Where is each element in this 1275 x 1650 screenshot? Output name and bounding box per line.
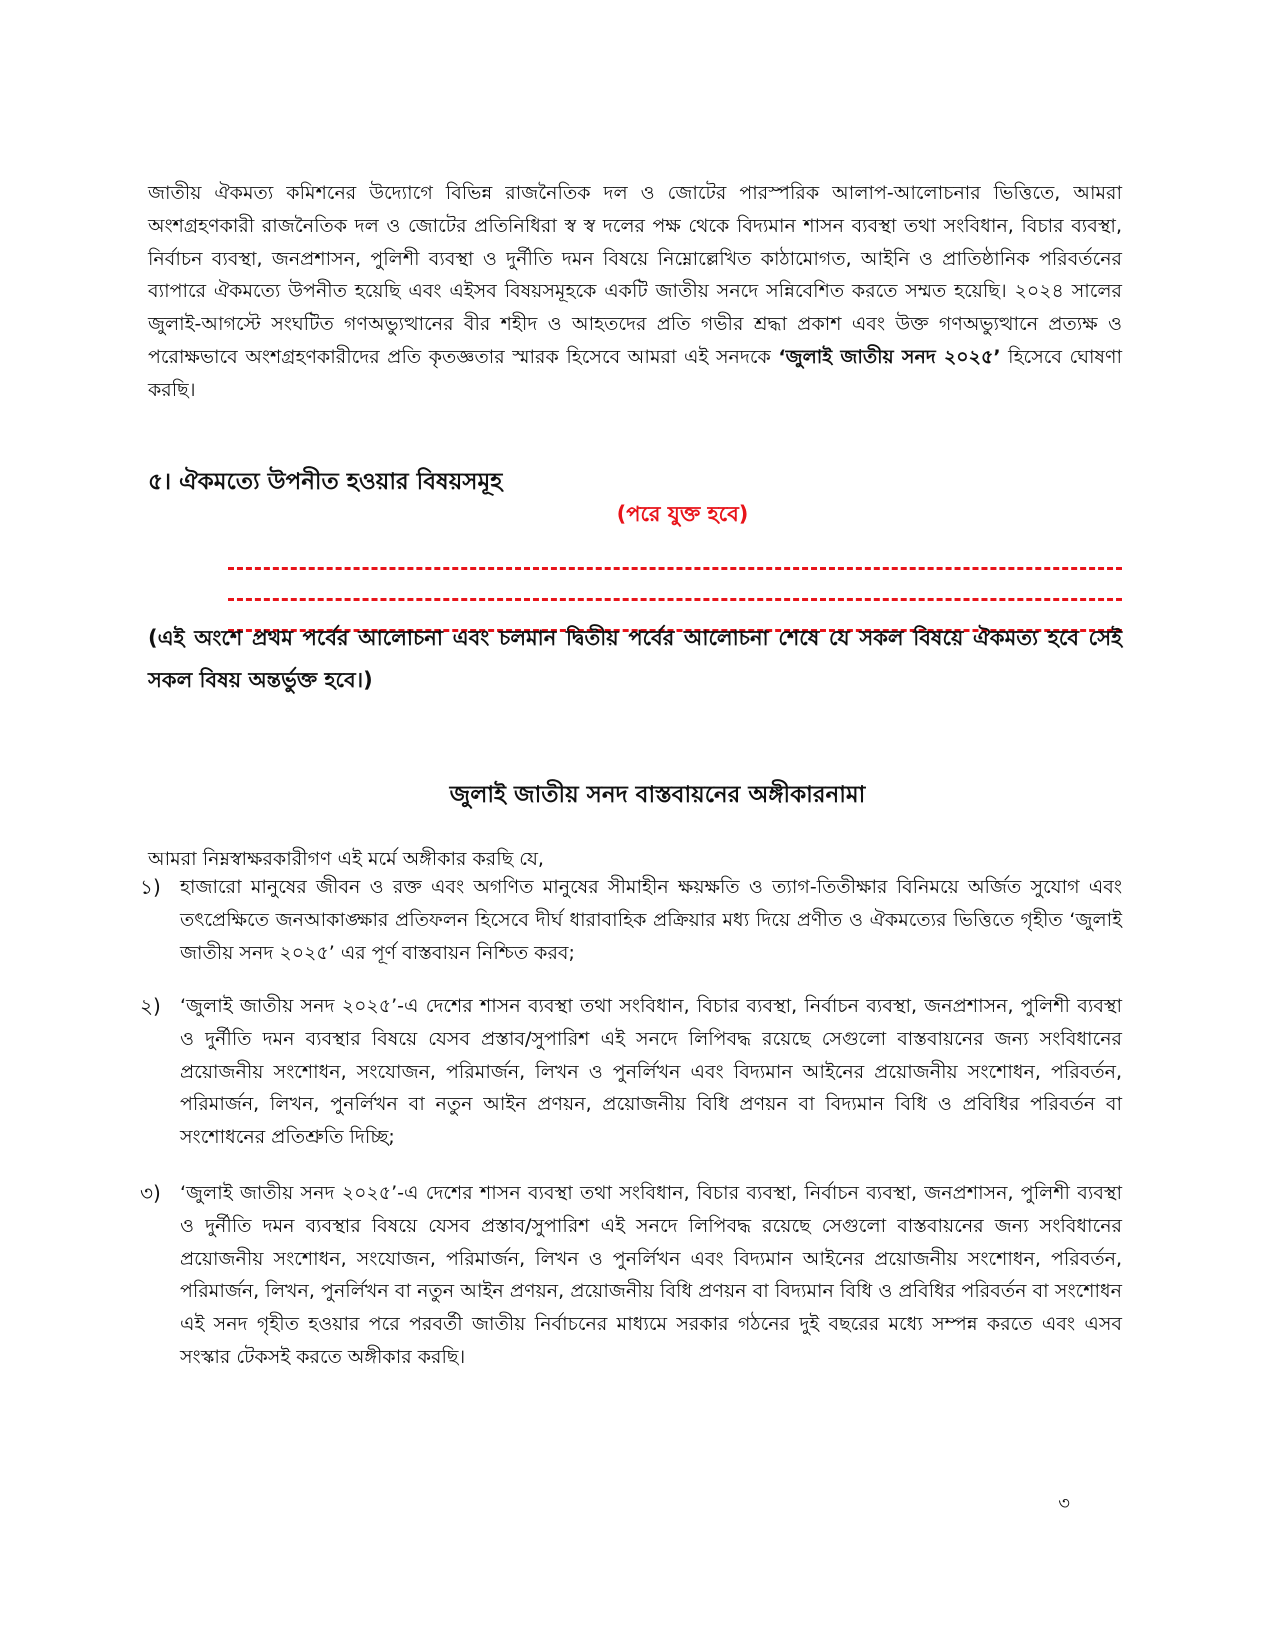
dashed-line: [228, 540, 1122, 570]
pledge-item-number: ২): [140, 994, 161, 1018]
section-5-heading: ৫। ঐকমত্যে উপনীত হওয়ার বিষয়সমূহ: [148, 469, 503, 495]
pledge-item: [140, 990, 1122, 1154]
charter-name-bold: ‘জুলাই জাতীয় সনদ ২০২৫’: [778, 345, 1001, 368]
to-be-added-note: (পরে যুক্ত হবে): [616, 502, 749, 526]
pledge-item-number: ৩): [140, 1181, 161, 1205]
intro-text-end: হিসেবে ঘোষণা করছি।: [148, 345, 1122, 401]
pledge-item-text: ‘জুলাই জাতীয় সনদ ২০২৫’-এ দেশের শাসন ব্যবস্থা তথা সংবিধান, বিচার ব্যবস্থা, নির্বাচন ব্যবস্থা, জনপ্রশাসন, পুলিশী ব্যবস্থা ও দুর্নীতি দমন ব্যবস্থার বিষয়ে যেসব প্রস্তাব/সুপারিশ এই সনদে লিপিবদ্ধ রয়েছে সেগুলো বাস্তবায়নের জন্য সংবিধানের প্রয়োজনীয় সংশোধন, সংযোজন, পরিমার্জন, লিখন ও পুনর্লিখন এবং বিদ্যমান আইনের প্রয়োজনীয় সংশোধন, পরিবর্তন, পরিমার্জন, লিখন, পুনর্লিখন বা নতুন আইন প্রণয়ন, প্রয়োজনীয় বিধি প্রণয়ন বা বিদ্যমান বিধি ও প্রবিধির পরিবর্তন বা সংশোধন এই সনদ গৃহীত হওয়ার পরে পরবর্তী জাতীয় নির্বাচনের মাধ্যমে সরকার গঠনের দুই বছরের মধ্যে সম্পন্ন করতে এবং এসব সংস্কার টেকসই করতে অঙ্গীকার করছি।: [180, 1182, 1122, 1368]
intro-paragraph: [148, 177, 1122, 407]
pledge-item: [140, 1177, 1122, 1374]
dashed-line: [228, 570, 1122, 601]
pledge-item-number: ১): [140, 875, 161, 899]
page-number: ৩: [1058, 1493, 1070, 1514]
pledge-item-text: ‘জুলাই জাতীয় সনদ ২০২৫’-এ দেশের শাসন ব্যবস্থা তথা সংবিধান, বিচার ব্যবস্থা, নির্বাচন ব্যবস্থা, জনপ্রশাসন, পুলিশী ব্যবস্থা ও দুর্নীতি দমন ব্যবস্থার বিষয়ে যেসব প্রস্তাব/সুপারিশ এই সনদে লিপিবদ্ধ রয়েছে সেগুলো বাস্তবায়নের জন্য সংবিধানের প্রয়োজনীয় সংশোধন, সংযোজন, পরিমার্জন, লিখন ও পুনর্লিখন এবং বিদ্যমান আইনের প্রয়োজনীয় সংশোধন, পরিবর্তন, পরিমার্জন, লিখন, পুনর্লিখন বা নতুন আইন প্রণয়ন, প্রয়োজনীয় বিধি প্রণয়ন বা বিদ্যমান বিধি ও প্রবিধির পরিবর্তন বা সংশোধনের প্রতিশ্রুতি দিচ্ছি;: [180, 995, 1122, 1149]
intro-text: জাতীয় ঐকমত্য কমিশনের উদ্যোগে বিভিন্ন রাজনৈতিক দল ও জোটের পারস্পরিক আলাপ-আলোচনার ভিত্তিতে, আমরা অংশগ্রহণকারী রাজনৈতিক দল ও জোটের প্রতিনিধিরা স্ব স্ব দলের পক্ষ থেকে বিদ্যমান শাসন ব্যবস্থা তথা সংবিধান, বিচার ব্যবস্থা, নির্বাচন ব্যবস্থা, জনপ্রশাসন, পুলিশী ব্যবস্থা ও দুর্নীতি দমন বিষয়ে নিম্নোল্লেখিত কাঠামোগত, আইনি ও প্রাতিষ্ঠানিক পরিবর্তনের ব্যাপারে ঐকমত্যে উপনীত হয়েছি এবং এইসব বিষয়সমূহকে একটি জাতীয় সনদে সন্নিবেশিত করতে সম্মত হয়েছি। ২০২৪ সালের জুলাই-আগস্টে সংঘটিত গণঅভ্যুত্থানের বীর শহীদ ও আহতদের প্রতি গভীর শ্রদ্ধা প্রকাশ এবং উক্ত গণঅভ্যুত্থানে প্রত্যক্ষ ও পরোক্ষভাবে অংশগ্রহণকারীদের প্রতি কৃতজ্ঞতার স্মারক হিসেবে আমরা এই সনদকে: [148, 182, 1122, 368]
pledge-item-text: হাজারো মানুষের জীবন ও রক্ত এবং অগণিত মানুষের সীমাহীন ক্ষয়ক্ষতি ও ত্যাগ-তিতীক্ষার বিনিময়ে অর্জিত সুযোগ এবং তৎপ্রেক্ষিতে জনআকাঙ্ক্ষার প্রতিফলন হিসেবে দীর্ঘ ধারাবাহিক প্রক্রিয়ার মধ্য দিয়ে প্রণীত ও ঐকমত্যের ভিত্তিতে গৃহীত ‘জুলাই জাতীয় সনদ ২০২৫’ এর পূর্ণ বাস্তবায়ন নিশ্চিত করব;: [180, 876, 1122, 964]
pledge-item: [140, 871, 1122, 969]
pledge-lead: আমরা নিম্নস্বাক্ষরকারীগণ এই মর্মে অঙ্গীকার করছি যে,: [148, 848, 544, 870]
pledge-title: জুলাই জাতীয় সনদ বাস্তবায়নের অঙ্গীকারনামা: [449, 782, 866, 808]
section-5-note: (এই অংশে প্রথম পর্বের আলোচনা এবং চলমান দ্বিতীয় পর্বের আলোচনা শেষে যে সকল বিষয়ে ঐকমত্য হবে সেই সকল বিষয় অন্তর্ভুক্ত হবে।): [148, 626, 1122, 692]
